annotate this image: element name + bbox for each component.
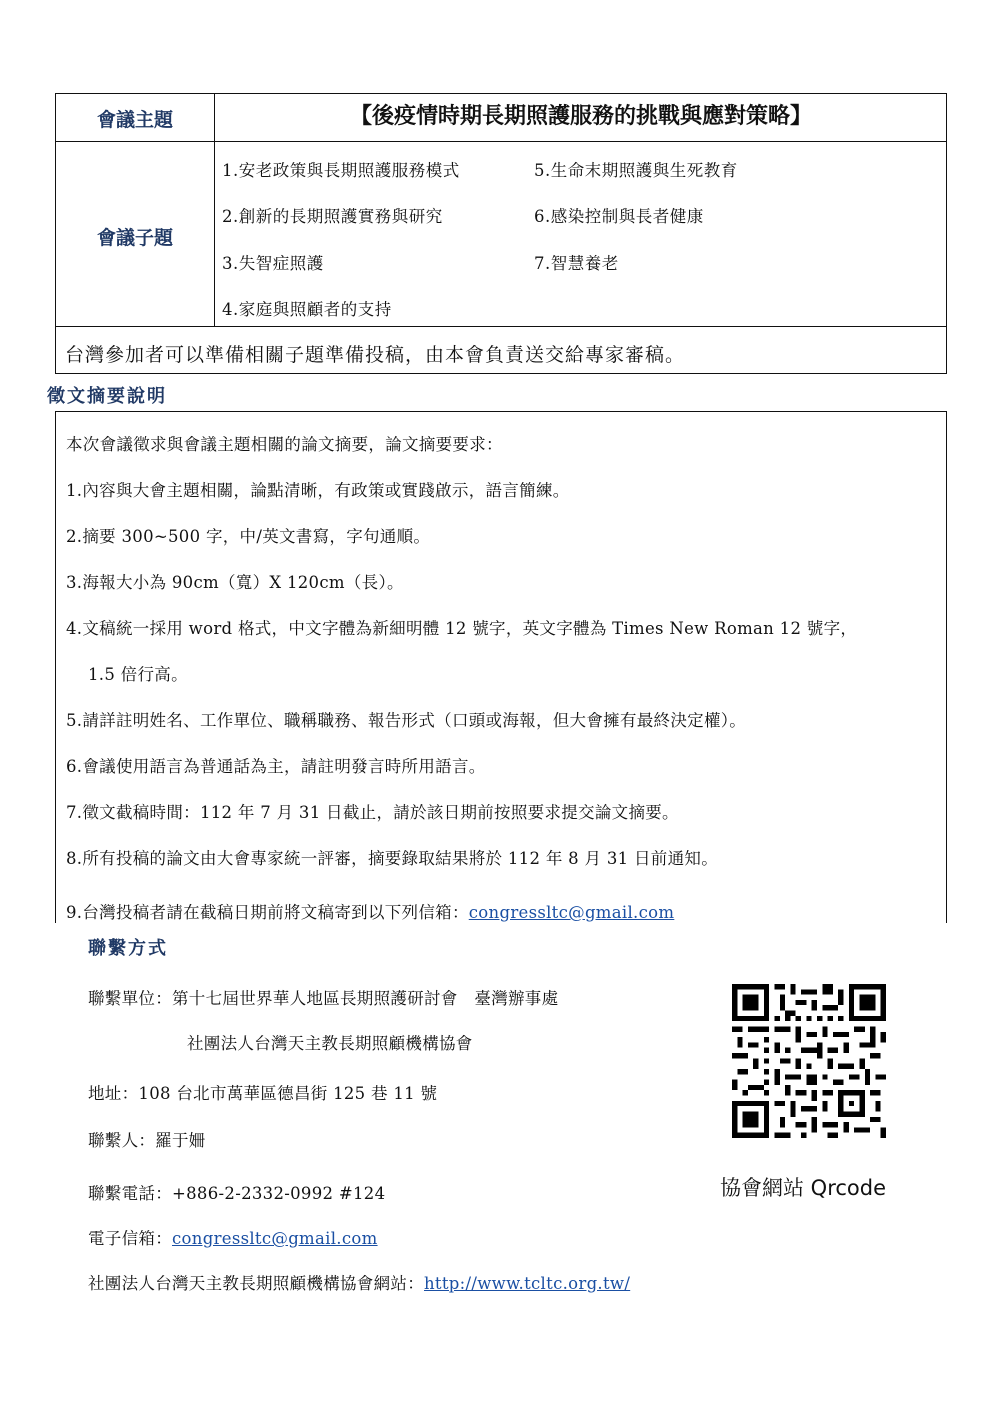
subtopic-item: 5.生命末期照護與生死教育 [534, 161, 738, 180]
requirement-item: 1.內容與大會主題相關，論點清晰，有政策或實踐啟示，語言簡練。 [66, 481, 570, 500]
subtopic-item: 2.創新的長期照護實務與研究 [222, 207, 443, 226]
requirement-item-9-text: 9.台灣投稿者請在截稿日期前將文稿寄到以下列信箱： [66, 903, 469, 922]
contact-section-title: 聯繫方式 [88, 938, 168, 959]
contact-unit: 聯繫單位：第十七屆世界華人地區長期照護研討會 臺灣辦事處 [88, 989, 559, 1008]
subtopics-label: 會議子題 [96, 227, 173, 249]
qr-code-caption: 協會網站 Qrcode [720, 1176, 887, 1200]
subtopic-item: 3.失智症照護 [222, 254, 324, 273]
requirement-item: 2.摘要 300~500 字，中/英文書寫，字句通順。 [66, 527, 431, 546]
subtopic-item: 4.家庭與照顧者的支持 [222, 300, 392, 319]
contact-website-line [88, 1270, 630, 1294]
requirement-item: 8.所有投稿的論文由大會專家統一評審，摘要錄取結果將於 112 年 8 月 31 日前通知。 [66, 849, 718, 868]
table-divider-2 [55, 326, 947, 327]
requirement-item: 6.會議使用語言為普通話為主，請註明發言時所用語言。 [66, 757, 486, 776]
contact-email-label: 電子信箱： [88, 1229, 172, 1248]
requirement-item: 7.徵文截稿時間：112 年 7 月 31 日截止，請於該日期前按照要求提交論文摘要。 [66, 803, 679, 822]
subtopic-item: 6.感染控制與長者健康 [534, 207, 704, 226]
contact-email-link[interactable]: congressltc@gmail.com [172, 1229, 378, 1248]
abstract-requirements-box [55, 411, 947, 923]
contact-address: 地址：108 台北市萬華區德昌街 125 巷 11 號 [88, 1084, 438, 1103]
contact-email-line [88, 1225, 378, 1249]
subtopic-item: 1.安老政策與長期照護服務模式 [222, 161, 460, 180]
requirement-item [66, 899, 674, 923]
theme-label: 會議主題 [96, 109, 173, 131]
requirement-item: 5.請詳註明姓名、工作單位、職稱職務、報告形式（口頭或海報，但大會擁有最終決定權）。 [66, 711, 747, 730]
table-border-bottom [55, 373, 947, 374]
contact-phone: 聯繫電話：+886-2-2332-0992 #124 [88, 1184, 386, 1203]
abstract-intro: 本次會議徵求與會議主題相關的論文摘要，論文摘要要求： [66, 435, 503, 454]
qr-code-image[interactable] [732, 984, 886, 1138]
table-divider-1 [55, 141, 947, 142]
submission-email-link[interactable]: congressltc@gmail.com [468, 903, 675, 922]
subtopic-item: 7.智慧養老 [534, 254, 619, 273]
contact-unit-sub: 社團法人台灣天主教長期照顧機構協會 [187, 1034, 473, 1053]
contact-person: 聯繫人：羅于姍 [88, 1131, 206, 1150]
theme-title: 【後疫情時期長期照護服務的挑戰與應對策略】 [349, 104, 812, 129]
website-link[interactable]: http://www.tcltc.org.tw/ [424, 1274, 631, 1293]
contact-website-label: 社團法人台灣天主教長期照顧機構協會網站： [88, 1274, 424, 1293]
requirement-item: 4.文稿統一採用 word 格式，中文字體為新細明體 12 號字，英文字體為 Times New Roman 12 號字， [66, 619, 858, 638]
requirement-item: 3.海報大小為 90cm（寬）X 120cm（長）。 [66, 573, 404, 592]
requirement-item-continuation: 1.5 倍行高。 [88, 665, 188, 684]
abstract-section-title: 徵文摘要說明 [47, 386, 167, 407]
participant-note: 台灣參加者可以準備相關子題準備投稿，由本會負責送交給專家審稿。 [65, 344, 686, 366]
conference-table [55, 93, 947, 374]
